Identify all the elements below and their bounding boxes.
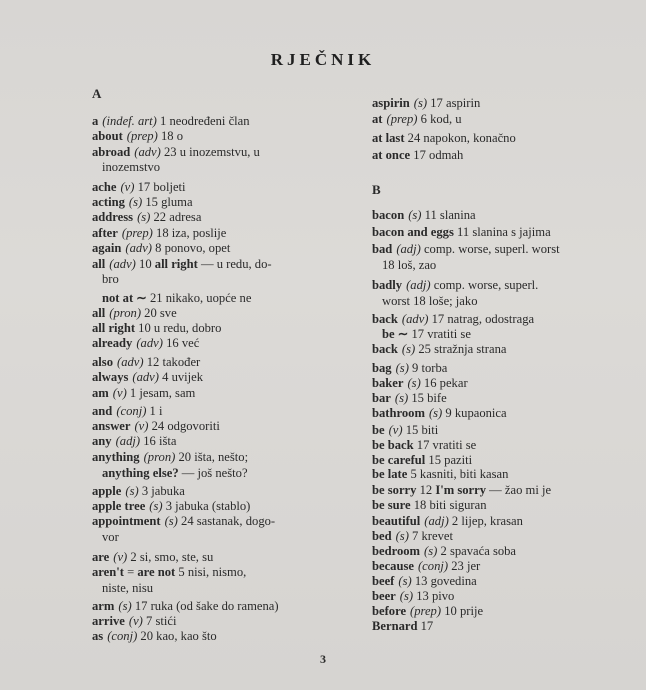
entry-pos: (s)	[395, 529, 409, 543]
dictionary-entry	[372, 559, 480, 573]
entry-text: 3 jabuka	[138, 484, 185, 498]
entry-pos: (adj)	[406, 278, 431, 292]
entry-text: 17 vratiti se	[413, 438, 477, 452]
entry-text: bro	[102, 272, 119, 286]
entry-headword: again	[92, 241, 122, 255]
entry-headword: bedroom	[372, 544, 421, 558]
dictionary-entry	[372, 574, 477, 588]
entry-pos: (s)	[395, 361, 409, 375]
entry-headword: all	[92, 257, 106, 271]
page-title: RJEČNIK	[270, 50, 376, 69]
dictionary-entry	[372, 619, 433, 633]
entry-text: 18 biti siguran	[410, 498, 487, 512]
entry-pos: (s)	[407, 376, 421, 390]
entry-text: vor	[102, 530, 119, 544]
entry-text: 21 nikako, uopće ne	[146, 291, 252, 305]
entry-pos: (s)	[164, 514, 178, 528]
entry-headword: back	[372, 312, 398, 326]
entry-pos: (adv)	[125, 241, 152, 255]
dictionary-entry	[92, 419, 220, 433]
entry-headword: as	[92, 629, 104, 643]
entry-text: — žao mi je	[486, 483, 552, 497]
entry-text: 11 slanina s jajima	[453, 225, 551, 239]
entry-pos: (adv)	[401, 312, 429, 326]
entry-pos: (s)	[149, 499, 163, 513]
dictionary-entry	[372, 544, 516, 558]
entry-text: 17 natrag, odostraga	[428, 312, 535, 326]
entry-headword: a	[92, 114, 99, 128]
entry-pos: (conj)	[116, 404, 147, 418]
dictionary-entry	[92, 404, 162, 418]
entry-text: 24 napokon, konačno	[404, 131, 516, 145]
entry-headword: about	[92, 129, 123, 143]
entry-text: 9 kupaonica	[442, 406, 507, 420]
dictionary-entry	[372, 391, 447, 405]
entry-headword: are	[92, 550, 110, 564]
entry-text: 15 bife	[408, 391, 447, 405]
entry-headword: all	[92, 306, 106, 320]
entry-headword: be back	[372, 438, 414, 452]
dictionary-entry	[92, 321, 221, 335]
dictionary-entry	[382, 294, 478, 308]
entry-headword: answer	[92, 419, 131, 433]
entry-text: 23 jer	[448, 559, 481, 573]
entry-headword: back	[372, 342, 398, 356]
entry-headword: be careful	[372, 453, 426, 467]
entry-headword: bad	[372, 242, 393, 256]
dictionary-entry	[372, 423, 438, 437]
entry-text: 16 već	[162, 336, 200, 350]
entry-headword: always	[92, 370, 129, 384]
entry-headword: am	[92, 386, 109, 400]
section-letter-b: B	[372, 182, 381, 197]
entry-headword: abroad	[92, 145, 131, 159]
entry-headword: at last	[372, 131, 405, 145]
entry-headword: beef	[372, 574, 395, 588]
entry-headword: bathroom	[372, 406, 425, 420]
dictionary-entry	[92, 450, 248, 464]
entry-pos: (adv)	[134, 145, 161, 159]
dictionary-entry	[102, 581, 153, 595]
entry-text: 17 aspirin	[427, 96, 481, 110]
entry-text: 15 biti	[402, 423, 439, 437]
entry-pos: (pron)	[109, 306, 142, 320]
entry-headword: not at ∼	[102, 291, 147, 305]
page-number: 3	[320, 652, 326, 666]
dictionary-entry	[372, 208, 476, 222]
dictionary-entry	[372, 514, 523, 528]
entry-pos: (v)	[120, 180, 135, 194]
entry-pos: (adv)	[117, 355, 144, 369]
entry-pos: (v)	[113, 550, 128, 564]
entry-headword: and	[92, 404, 113, 418]
entry-pos: (adj)	[115, 434, 141, 448]
entry-text: 4 uvijek	[158, 370, 204, 384]
entry-pos: (v)	[388, 423, 403, 437]
entry-pos: (s)	[128, 195, 143, 209]
entry-text: comp. worse, superl.	[430, 278, 539, 292]
dictionary-entry	[372, 342, 506, 356]
entry-headword: before	[372, 604, 407, 618]
dictionary-entry	[372, 438, 476, 452]
dictionary-entry	[372, 467, 508, 481]
entry-pos: (prep)	[410, 604, 442, 618]
entry-text: comp. worse, superl. worst	[420, 242, 560, 256]
entry-pos: (s)	[413, 96, 428, 110]
dictionary-entry	[92, 629, 217, 643]
dictionary-entry	[102, 160, 160, 174]
entry-text: 17	[417, 619, 434, 633]
entry-text: 5 nisi, nismo,	[175, 565, 247, 579]
entry-headword: be sorry	[372, 483, 417, 497]
entry-text: 12	[416, 483, 436, 497]
entry-pos: (s)	[125, 484, 139, 498]
entry-text: 18 o	[157, 129, 183, 143]
entry-headword: I'm sorry	[435, 483, 487, 497]
entry-headword: be	[372, 423, 385, 437]
dictionary-entry	[92, 129, 183, 143]
entry-text: worst 18 loše; jako	[382, 294, 478, 308]
dictionary-entry	[382, 327, 471, 341]
entry-pos: (v)	[134, 419, 149, 433]
entry-headword: are not	[137, 565, 176, 579]
entry-headword: apple	[92, 484, 122, 498]
dictionary-entry	[92, 257, 272, 271]
entry-headword: acting	[92, 195, 125, 209]
entry-text: 20 sve	[141, 306, 177, 320]
dictionary-entry	[372, 131, 516, 145]
entry-headword: Bernard	[372, 619, 418, 633]
entry-headword: bed	[372, 529, 392, 543]
dictionary-entry	[372, 604, 483, 618]
dictionary-entry	[92, 514, 275, 528]
entry-headword: bag	[372, 361, 392, 375]
entry-pos: (s)	[394, 391, 409, 405]
entry-headword: aren't	[92, 565, 124, 579]
entry-text: =	[123, 565, 138, 579]
dictionary-entry	[92, 355, 200, 369]
entry-headword: all right	[92, 321, 136, 335]
entry-text: 15 paziti	[425, 453, 473, 467]
entry-pos: (s)	[118, 599, 132, 613]
dictionary-entry	[92, 484, 185, 498]
entry-pos: (adv)	[132, 370, 159, 384]
entry-text: 17 boljeti	[134, 180, 186, 194]
dictionary-entry	[92, 434, 176, 448]
entry-headword: all right	[154, 257, 198, 271]
dictionary-entry	[372, 483, 551, 497]
entry-pos: (v)	[128, 614, 143, 628]
entry-pos: (s)	[408, 208, 422, 222]
section-letter-a: A	[92, 86, 102, 101]
entry-headword: beer	[372, 589, 396, 603]
entry-text: 2 lijep, krasan	[448, 514, 523, 528]
entry-text: 17 vratiti se	[408, 327, 471, 341]
dictionary-entry	[92, 499, 250, 513]
entry-headword: aspirin	[372, 96, 410, 110]
entry-text: 16 išta	[140, 434, 177, 448]
entry-headword: at once	[372, 148, 411, 162]
entry-text: 10	[135, 257, 155, 271]
entry-headword: badly	[372, 278, 403, 292]
entry-headword: beautiful	[372, 514, 421, 528]
entry-text: 22 adresa	[150, 210, 202, 224]
dictionary-entry	[92, 306, 177, 320]
entry-headword: arm	[92, 599, 115, 613]
entry-headword: because	[372, 559, 414, 573]
entry-text: 5 kasniti, biti kasan	[407, 467, 509, 481]
entry-pos: (conj)	[107, 629, 138, 643]
entry-pos: (adj)	[396, 242, 421, 256]
dictionary-entry	[372, 589, 454, 603]
dictionary-entry	[92, 114, 250, 128]
dictionary-entry	[372, 242, 560, 256]
entry-headword: ache	[92, 180, 117, 194]
dictionary-entry	[372, 96, 480, 110]
entry-pos: (prep)	[121, 226, 153, 240]
dictionary-entry	[372, 529, 453, 543]
entry-pos: (adj)	[424, 514, 449, 528]
entry-text: niste, nisu	[102, 581, 154, 595]
entry-headword: after	[92, 226, 118, 240]
dictionary-entry	[92, 550, 213, 564]
dictionary-entry	[92, 386, 195, 400]
entry-pos: (s)	[399, 589, 414, 603]
dictionary-entry	[372, 278, 538, 292]
dictionary-entry	[92, 565, 246, 579]
dictionary-entry	[92, 241, 230, 255]
dictionary-entry	[372, 498, 487, 512]
entry-headword: baker	[372, 376, 404, 390]
entry-text: 7 stići	[142, 614, 177, 628]
entry-headword: also	[92, 355, 113, 369]
entry-text: 11 slanina	[421, 208, 476, 222]
dictionary-entry	[92, 180, 186, 194]
entry-pos: (s)	[424, 544, 438, 558]
entry-headword: anything else?	[102, 466, 179, 480]
entry-text: 20 išta, nešto;	[175, 450, 249, 464]
entry-pos: (s)	[428, 406, 443, 420]
entry-headword: bacon	[372, 208, 405, 222]
entry-pos: (adv)	[136, 336, 163, 350]
entry-text: 17 odmah	[410, 148, 464, 162]
dictionary-entry	[92, 599, 279, 613]
entry-text: — u redu, do-	[197, 257, 272, 271]
dictionary-entry	[102, 466, 248, 480]
dictionary-entry	[92, 210, 201, 224]
dictionary-entry	[372, 361, 447, 375]
entry-pos: (conj)	[417, 559, 449, 573]
entry-text: 1 jesam, sam	[126, 386, 196, 400]
entry-text: inozemstvo	[102, 160, 161, 174]
entry-text: 10 u redu, dobro	[135, 321, 222, 335]
dictionary-entry	[92, 336, 199, 350]
dictionary-entry	[372, 312, 534, 326]
entry-text: — još nešto?	[178, 466, 248, 480]
entry-text: 24 odgovoriti	[148, 419, 220, 433]
dictionary-entry	[102, 291, 251, 305]
entry-pos: (prep)	[386, 112, 418, 126]
dictionary-entry	[372, 225, 551, 239]
entry-text: 25 stražnja strana	[415, 342, 507, 356]
dictionary-entry	[92, 614, 176, 628]
dictionary-entry	[102, 530, 119, 544]
entry-headword: any	[92, 434, 112, 448]
entry-headword: apple tree	[92, 499, 146, 513]
dictionary-entry	[372, 148, 463, 162]
entry-pos: (indef. art)	[102, 114, 157, 128]
entry-pos: (s)	[398, 574, 412, 588]
entry-pos: (s)	[137, 210, 151, 224]
entry-text: 1 i	[146, 404, 163, 418]
entry-headword: be sure	[372, 498, 411, 512]
dictionary-entry	[92, 226, 226, 240]
entry-headword: be ∼	[382, 327, 409, 341]
entry-headword: arrive	[92, 614, 125, 628]
entry-headword: anything	[92, 450, 140, 464]
dictionary-entry	[382, 258, 436, 272]
entry-text: 13 pivo	[413, 589, 455, 603]
entry-text: 17 ruka (od šake do ramena)	[131, 599, 279, 613]
entry-headword: already	[92, 336, 133, 350]
entry-text: 18 iza, poslije	[152, 226, 227, 240]
entry-text: 15 gluma	[142, 195, 193, 209]
entry-pos: (pron)	[143, 450, 176, 464]
entry-text: 12 također	[143, 355, 201, 369]
dictionary-entry	[92, 370, 203, 384]
entry-pos: (v)	[112, 386, 127, 400]
entry-text: 23 u inozemstvu, u	[160, 145, 260, 159]
entry-text: 18 loš, zao	[382, 258, 437, 272]
entry-text: 7 krevet	[408, 529, 453, 543]
entry-pos: (s)	[401, 342, 416, 356]
dictionary-entry	[92, 145, 260, 159]
dictionary-entry	[92, 195, 193, 209]
entry-pos: (adv)	[109, 257, 136, 271]
entry-text: 20 kao, kao što	[137, 629, 217, 643]
entry-text: 13 govedina	[411, 574, 477, 588]
entry-headword: at	[372, 112, 383, 126]
entry-text: 2 spavaća soba	[437, 544, 517, 558]
dictionary-entry	[372, 453, 472, 467]
entry-headword: bar	[372, 391, 391, 405]
entry-text: 6 kod, u	[417, 112, 462, 126]
entry-text: 24 sastanak, dogo-	[177, 514, 276, 528]
dictionary-entry	[372, 112, 462, 126]
entry-headword: appointment	[92, 514, 161, 528]
entry-headword: address	[92, 210, 134, 224]
entry-text: 1 neodređeni član	[156, 114, 250, 128]
dictionary-entry	[372, 406, 507, 420]
entry-text: 2 si, smo, ste, su	[127, 550, 214, 564]
entry-headword: bacon and eggs	[372, 225, 454, 239]
entry-text: 10 prije	[441, 604, 484, 618]
entry-pos: (prep)	[126, 129, 158, 143]
dictionary-entry	[102, 272, 119, 286]
dictionary-entry	[372, 376, 468, 390]
entry-text: 3 jabuka (stablo)	[162, 499, 251, 513]
entry-text: 16 pekar	[420, 376, 468, 390]
entry-headword: be late	[372, 467, 408, 481]
entry-text: 9 torba	[408, 361, 448, 375]
entry-text: 8 ponovo, opet	[151, 241, 231, 255]
